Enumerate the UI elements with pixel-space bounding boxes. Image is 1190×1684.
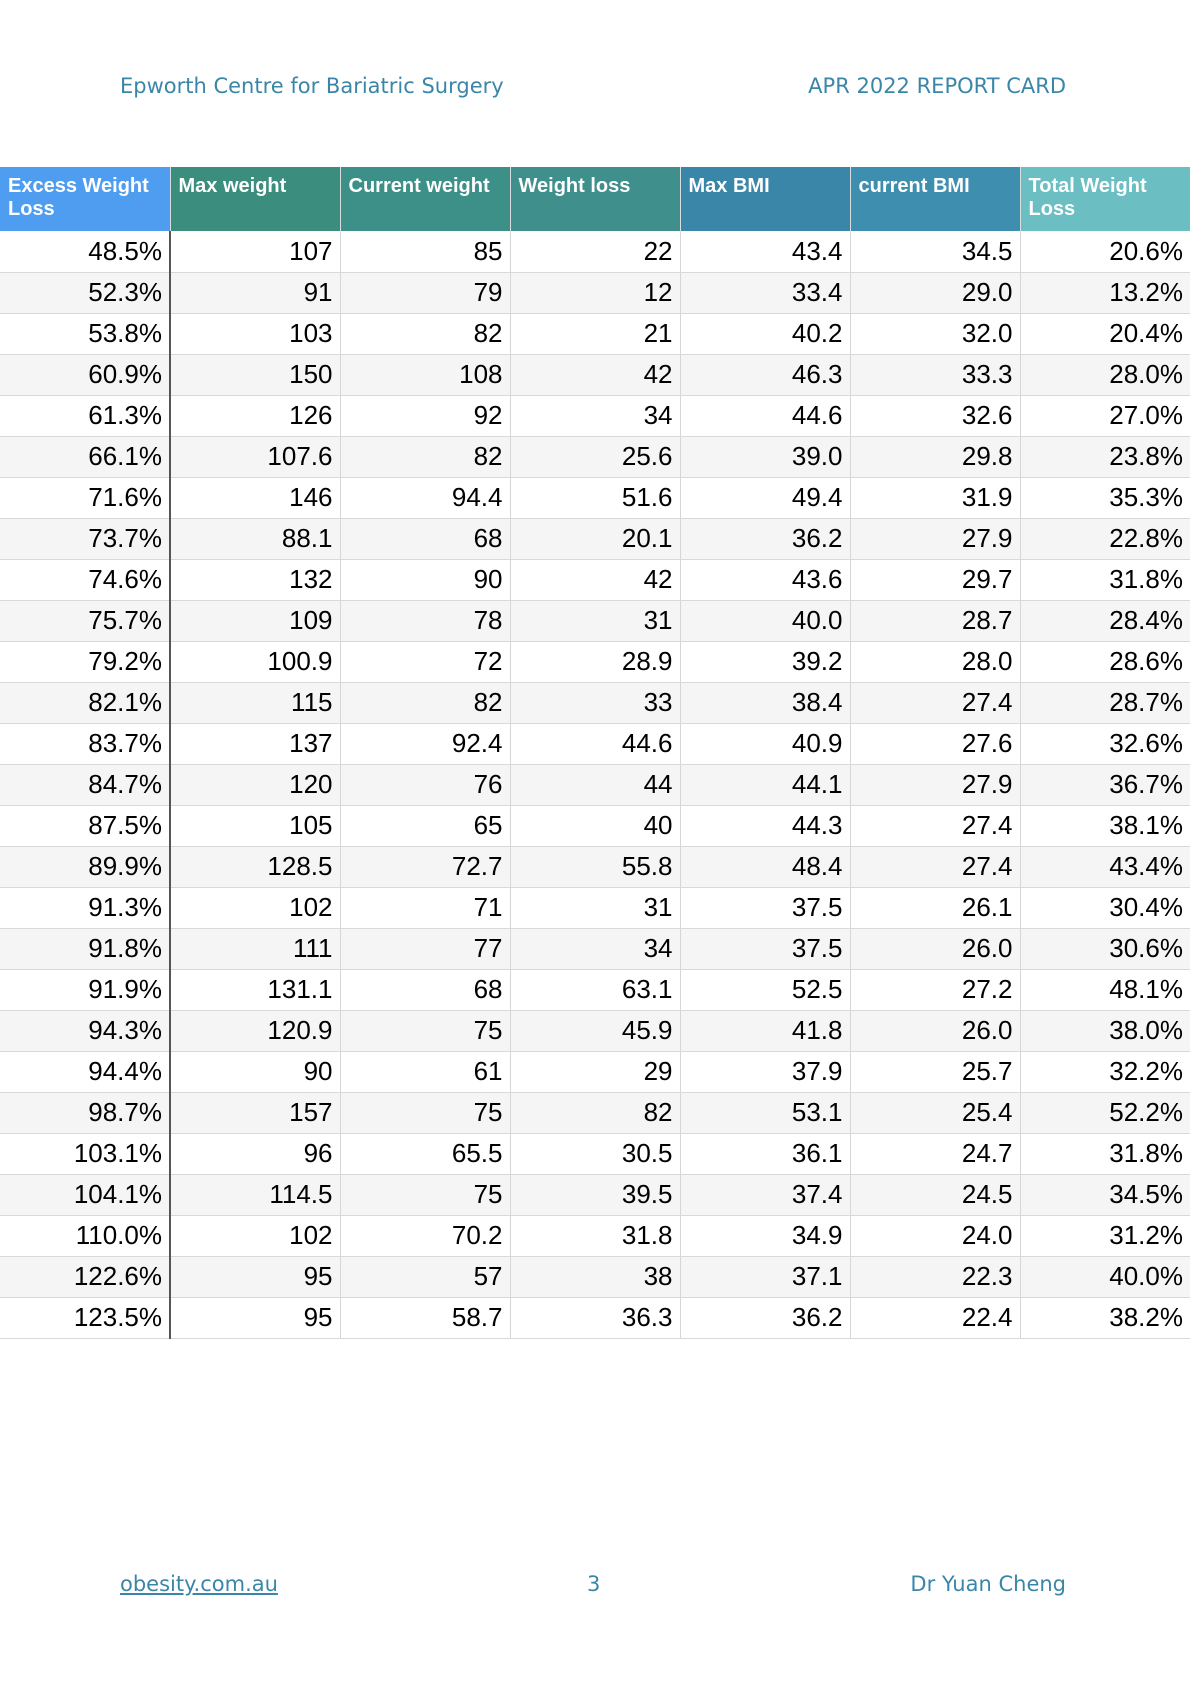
table-row [0, 887, 1190, 928]
table-cell: 137 [170, 723, 340, 764]
table-cell: 31.9 [850, 477, 1020, 518]
table-cell: 22.4 [850, 1297, 1020, 1338]
table-cell: 94.4 [340, 477, 510, 518]
table-cell: 12 [510, 272, 680, 313]
table-row [0, 846, 1190, 887]
table-cell: 39.5 [510, 1174, 680, 1215]
table-cell: 61 [340, 1051, 510, 1092]
table-cell: 45.9 [510, 1010, 680, 1051]
table-cell: 30.5 [510, 1133, 680, 1174]
table-cell: 52.5 [680, 969, 850, 1010]
table-cell: 132 [170, 559, 340, 600]
table-cell: 110.0% [0, 1215, 170, 1256]
table-cell: 55.8 [510, 846, 680, 887]
table-cell: 103.1% [0, 1133, 170, 1174]
table-cell: 75 [340, 1010, 510, 1051]
table-cell: 61.3% [0, 395, 170, 436]
table-row [0, 641, 1190, 682]
table-row [0, 477, 1190, 518]
footer-author: Dr Yuan Cheng [910, 1572, 1066, 1596]
table-row [0, 1215, 1190, 1256]
table-cell: 35.3% [1020, 477, 1190, 518]
results-table [0, 167, 1190, 1339]
table-row [0, 764, 1190, 805]
table-cell: 70.2 [340, 1215, 510, 1256]
table-cell: 73.7% [0, 518, 170, 559]
table-cell: 92.4 [340, 723, 510, 764]
column-header: Excess Weight Loss [0, 167, 170, 231]
table-cell: 150 [170, 354, 340, 395]
table-cell: 114.5 [170, 1174, 340, 1215]
table-cell: 72 [340, 641, 510, 682]
table-cell: 95 [170, 1297, 340, 1338]
table-cell: 22 [510, 231, 680, 272]
table-cell: 57 [340, 1256, 510, 1297]
table-cell: 48.5% [0, 231, 170, 272]
table-cell: 20.6% [1020, 231, 1190, 272]
column-header: Current weight [340, 167, 510, 231]
table-cell: 32.2% [1020, 1051, 1190, 1092]
table-cell: 44 [510, 764, 680, 805]
table-cell: 66.1% [0, 436, 170, 477]
table-cell: 26.0 [850, 1010, 1020, 1051]
column-header: Max weight [170, 167, 340, 231]
table-cell: 34.9 [680, 1215, 850, 1256]
table-row [0, 1297, 1190, 1338]
table-cell: 24.7 [850, 1133, 1020, 1174]
table-cell: 146 [170, 477, 340, 518]
table-cell: 46.3 [680, 354, 850, 395]
table-cell: 82 [510, 1092, 680, 1133]
table-cell: 38.1% [1020, 805, 1190, 846]
table-cell: 100.9 [170, 641, 340, 682]
table-cell: 27.2 [850, 969, 1020, 1010]
table-cell: 109 [170, 600, 340, 641]
header-report-title: APR 2022 REPORT CARD [808, 74, 1066, 98]
table-cell: 75.7% [0, 600, 170, 641]
table-cell: 120.9 [170, 1010, 340, 1051]
table-cell: 36.2 [680, 1297, 850, 1338]
table-cell: 29 [510, 1051, 680, 1092]
table-cell: 87.5% [0, 805, 170, 846]
table-cell: 31.2% [1020, 1215, 1190, 1256]
table-cell: 30.6% [1020, 928, 1190, 969]
table-cell: 38.0% [1020, 1010, 1190, 1051]
table-cell: 90 [340, 559, 510, 600]
table-cell: 75 [340, 1092, 510, 1133]
table-cell: 103 [170, 313, 340, 354]
table-cell: 122.6% [0, 1256, 170, 1297]
table-row [0, 1092, 1190, 1133]
table-cell: 28.0% [1020, 354, 1190, 395]
table-cell: 34.5 [850, 231, 1020, 272]
table-cell: 37.9 [680, 1051, 850, 1092]
table-cell: 29.8 [850, 436, 1020, 477]
table-cell: 82.1% [0, 682, 170, 723]
table-cell: 107.6 [170, 436, 340, 477]
table-cell: 123.5% [0, 1297, 170, 1338]
table-cell: 94.4% [0, 1051, 170, 1092]
table-cell: 20.4% [1020, 313, 1190, 354]
table-cell: 104.1% [0, 1174, 170, 1215]
table-row [0, 272, 1190, 313]
table-cell: 42 [510, 559, 680, 600]
table-cell: 98.7% [0, 1092, 170, 1133]
table-row [0, 1174, 1190, 1215]
table-cell: 24.0 [850, 1215, 1020, 1256]
table-row [0, 1010, 1190, 1051]
table-cell: 22.8% [1020, 518, 1190, 559]
table-cell: 25.7 [850, 1051, 1020, 1092]
table-cell: 28.7% [1020, 682, 1190, 723]
table-cell: 84.7% [0, 764, 170, 805]
table-cell: 72.7 [340, 846, 510, 887]
table-row [0, 969, 1190, 1010]
table-cell: 40.9 [680, 723, 850, 764]
table-cell: 34 [510, 395, 680, 436]
table-cell: 82 [340, 313, 510, 354]
table-row [0, 805, 1190, 846]
table-cell: 108 [340, 354, 510, 395]
table-row [0, 1051, 1190, 1092]
table-cell: 89.9% [0, 846, 170, 887]
table-cell: 27.0% [1020, 395, 1190, 436]
table-cell: 38.2% [1020, 1297, 1190, 1338]
table-cell: 28.0 [850, 641, 1020, 682]
table-cell: 91.8% [0, 928, 170, 969]
table-cell: 40.0 [680, 600, 850, 641]
table-cell: 52.2% [1020, 1092, 1190, 1133]
table-cell: 39.2 [680, 641, 850, 682]
table-cell: 42 [510, 354, 680, 395]
table-cell: 25.4 [850, 1092, 1020, 1133]
column-header: Max BMI [680, 167, 850, 231]
table-cell: 26.1 [850, 887, 1020, 928]
table-row [0, 354, 1190, 395]
table-cell: 126 [170, 395, 340, 436]
table-cell: 37.5 [680, 928, 850, 969]
table-cell: 83.7% [0, 723, 170, 764]
table-cell: 85 [340, 231, 510, 272]
table-cell: 53.1 [680, 1092, 850, 1133]
table-cell: 65 [340, 805, 510, 846]
table-cell: 31.8 [510, 1215, 680, 1256]
table-cell: 41.8 [680, 1010, 850, 1051]
table-cell: 28.6% [1020, 641, 1190, 682]
table-cell: 31 [510, 887, 680, 928]
table-cell: 44.3 [680, 805, 850, 846]
table-cell: 36.3 [510, 1297, 680, 1338]
table-cell: 29.7 [850, 559, 1020, 600]
table-cell: 24.5 [850, 1174, 1020, 1215]
table-cell: 44.6 [510, 723, 680, 764]
table-row [0, 559, 1190, 600]
table-cell: 44.6 [680, 395, 850, 436]
table-header-row [0, 167, 1190, 231]
table-cell: 23.8% [1020, 436, 1190, 477]
table-cell: 43.4 [680, 231, 850, 272]
table-cell: 91 [170, 272, 340, 313]
table-cell: 33 [510, 682, 680, 723]
table-cell: 27.4 [850, 805, 1020, 846]
table-cell: 120 [170, 764, 340, 805]
table-cell: 39.0 [680, 436, 850, 477]
table-cell: 53.8% [0, 313, 170, 354]
table-cell: 34 [510, 928, 680, 969]
table-cell: 63.1 [510, 969, 680, 1010]
table-cell: 105 [170, 805, 340, 846]
table-cell: 77 [340, 928, 510, 969]
table-cell: 38.4 [680, 682, 850, 723]
table-cell: 58.7 [340, 1297, 510, 1338]
table-cell: 29.0 [850, 272, 1020, 313]
table-cell: 52.3% [0, 272, 170, 313]
table-cell: 36.2 [680, 518, 850, 559]
table-cell: 82 [340, 436, 510, 477]
table-cell: 128.5 [170, 846, 340, 887]
table-cell: 102 [170, 887, 340, 928]
table-cell: 26.0 [850, 928, 1020, 969]
table-cell: 31.8% [1020, 559, 1190, 600]
table-row [0, 723, 1190, 764]
table-row [0, 1256, 1190, 1297]
table-cell: 74.6% [0, 559, 170, 600]
table-cell: 44.1 [680, 764, 850, 805]
table-cell: 94.3% [0, 1010, 170, 1051]
table-cell: 22.3 [850, 1256, 1020, 1297]
table-cell: 40.0% [1020, 1256, 1190, 1297]
table-row [0, 231, 1190, 272]
table-row [0, 395, 1190, 436]
table-cell: 65.5 [340, 1133, 510, 1174]
table-cell: 48.1% [1020, 969, 1190, 1010]
table-cell: 32.6% [1020, 723, 1190, 764]
table-cell: 91.3% [0, 887, 170, 928]
table-cell: 27.9 [850, 518, 1020, 559]
table-cell: 32.0 [850, 313, 1020, 354]
table-cell: 92 [340, 395, 510, 436]
table-cell: 32.6 [850, 395, 1020, 436]
table-cell: 115 [170, 682, 340, 723]
table-cell: 82 [340, 682, 510, 723]
table-cell: 34.5% [1020, 1174, 1190, 1215]
table-cell: 27.4 [850, 846, 1020, 887]
table-header [0, 167, 1190, 231]
table-cell: 60.9% [0, 354, 170, 395]
table-body [0, 231, 1190, 1338]
header-clinic-name: Epworth Centre for Bariatric Surgery [120, 74, 504, 98]
column-header: Total Weight Loss [1020, 167, 1190, 231]
table-row [0, 518, 1190, 559]
table-cell: 90 [170, 1051, 340, 1092]
table-cell: 91.9% [0, 969, 170, 1010]
table-cell: 107 [170, 231, 340, 272]
table-cell: 30.4% [1020, 887, 1190, 928]
table-cell: 21 [510, 313, 680, 354]
column-header: Weight loss [510, 167, 680, 231]
table-cell: 79 [340, 272, 510, 313]
table-cell: 27.4 [850, 682, 1020, 723]
table-row [0, 313, 1190, 354]
table-cell: 76 [340, 764, 510, 805]
footer-website-link[interactable]: obesity.com.au [120, 1572, 278, 1596]
table-cell: 157 [170, 1092, 340, 1133]
table-row [0, 436, 1190, 477]
table-cell: 40 [510, 805, 680, 846]
table-cell: 37.5 [680, 887, 850, 928]
table-cell: 96 [170, 1133, 340, 1174]
table-cell: 88.1 [170, 518, 340, 559]
table-cell: 48.4 [680, 846, 850, 887]
table-cell: 51.6 [510, 477, 680, 518]
table-cell: 49.4 [680, 477, 850, 518]
table-cell: 131.1 [170, 969, 340, 1010]
table-cell: 71 [340, 887, 510, 928]
table-cell: 43.4% [1020, 846, 1190, 887]
table-cell: 28.9 [510, 641, 680, 682]
table-cell: 33.4 [680, 272, 850, 313]
table-cell: 78 [340, 600, 510, 641]
table-cell: 79.2% [0, 641, 170, 682]
table-cell: 75 [340, 1174, 510, 1215]
table-cell: 36.7% [1020, 764, 1190, 805]
table-cell: 31.8% [1020, 1133, 1190, 1174]
table-cell: 111 [170, 928, 340, 969]
table-cell: 20.1 [510, 518, 680, 559]
table-row [0, 1133, 1190, 1174]
column-header: current BMI [850, 167, 1020, 231]
table-cell: 68 [340, 969, 510, 1010]
table-cell: 27.9 [850, 764, 1020, 805]
table-cell: 36.1 [680, 1133, 850, 1174]
table-cell: 43.6 [680, 559, 850, 600]
table-cell: 28.4% [1020, 600, 1190, 641]
table-row [0, 928, 1190, 969]
table-cell: 28.7 [850, 600, 1020, 641]
table-cell: 31 [510, 600, 680, 641]
table-cell: 68 [340, 518, 510, 559]
table-row [0, 600, 1190, 641]
table-cell: 25.6 [510, 436, 680, 477]
table-cell: 38 [510, 1256, 680, 1297]
table-cell: 37.1 [680, 1256, 850, 1297]
table-row [0, 682, 1190, 723]
table-cell: 71.6% [0, 477, 170, 518]
table-cell: 27.6 [850, 723, 1020, 764]
table-cell: 37.4 [680, 1174, 850, 1215]
page-number: 3 [587, 1572, 601, 1596]
table-cell: 33.3 [850, 354, 1020, 395]
table-cell: 40.2 [680, 313, 850, 354]
table-cell: 102 [170, 1215, 340, 1256]
table-cell: 95 [170, 1256, 340, 1297]
table-cell: 13.2% [1020, 272, 1190, 313]
